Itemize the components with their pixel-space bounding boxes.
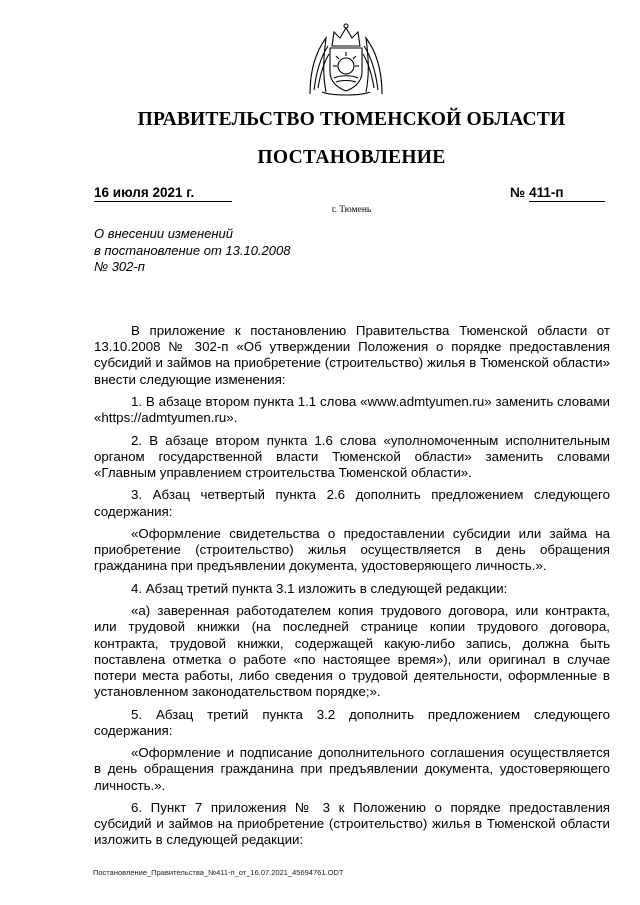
government-title: ПРАВИТЕЛЬСТВО ТЮМЕНСКОЙ ОБЛАСТИ [137, 109, 566, 130]
body-paragraph-item-5: 5. Абзац третий пункта 3.2 дополнить предложением следующего содержания: [94, 706, 610, 738]
document-date: 16 июля 2021 г. [94, 185, 232, 202]
body-paragraph-item-6: 6. Пункт 7 приложения № 3 к Положению о порядке предоставления субсидий и займов на приобретение (строительство) жилья в Тюменской области изложить в следующей редакции: [94, 799, 610, 848]
body-paragraph-item-4: 4. Абзац третий пункта 3.1 изложить в следующей редакции: [131, 580, 508, 596]
document-subject [94, 226, 354, 276]
subject-line: О внесении изменений [94, 226, 233, 241]
body-paragraph-item-2: 2. В абзаце втором пункта 1.6 слова «уполномоченным исполнительным органом государственной власти Тюменской области» заменить словами «Главным управлением строительства Тюменской области». [94, 432, 610, 480]
subject-line: в постановление от 13.10.2008 [94, 242, 291, 258]
subject-line: № 302-п [94, 259, 145, 274]
body-paragraph-intro: В приложение к постановлению Правительства Тюменской области от 13.10.2008 № 302-п «Об утверждении Положения о порядке предоставления субсидий и займов на приобретение (строительство) жилья в Тюменской области» внести следующие изменения: [94, 323, 610, 387]
body-paragraph-item-3: 3. Абзац четвертый пункта 2.6 дополнить предложением следующего содержания: [94, 487, 610, 519]
tyumen-coat-of-arms-icon [296, 20, 396, 96]
body-paragraph-quote-1: «Оформление свидетельства о предоставлении субсидии или займа на приобретение (строительство) жилья осуществляется в день обращения гражданина при предъявлении документа, удостоверяющего личность.». [94, 525, 610, 574]
body-paragraph-item-1: 1. В абзаце втором пункта 1.1 слова «www.admtyumen.ru» заменить словами «https://admtyumen.ru». [94, 394, 610, 426]
document-body [94, 323, 610, 855]
document-number [510, 185, 606, 202]
footer-filename: Постановление_Правительства_№411-п_от_16.07.2021_45694761.ODT [93, 868, 344, 877]
body-paragraph-quote-3: «Оформление и подписание дополнительного соглашения осуществляется в день обращения гражданина при предъявлении документа, удостоверяющего личность.». [94, 745, 610, 793]
body-paragraph-quote-2: «а) заверенная работодателем копия трудового договора, или контракта, или трудовой книжки (на последней странице копии трудового договора, контракта, трудовой книжки, содержащей какую-либо запись, должна быть поставлена отметка о работе «по настоящее время»), или оригинал в случае потери места работы, либо сведения о трудовой деятельности, оформленные в установленном законодательством порядке;». [94, 603, 610, 700]
document-type-heading: ПОСТАНОВЛЕНИЕ [257, 147, 446, 168]
number-value: 411-п [529, 185, 605, 202]
number-label: № [510, 185, 526, 200]
city-label: г. Тюмень [331, 205, 372, 215]
